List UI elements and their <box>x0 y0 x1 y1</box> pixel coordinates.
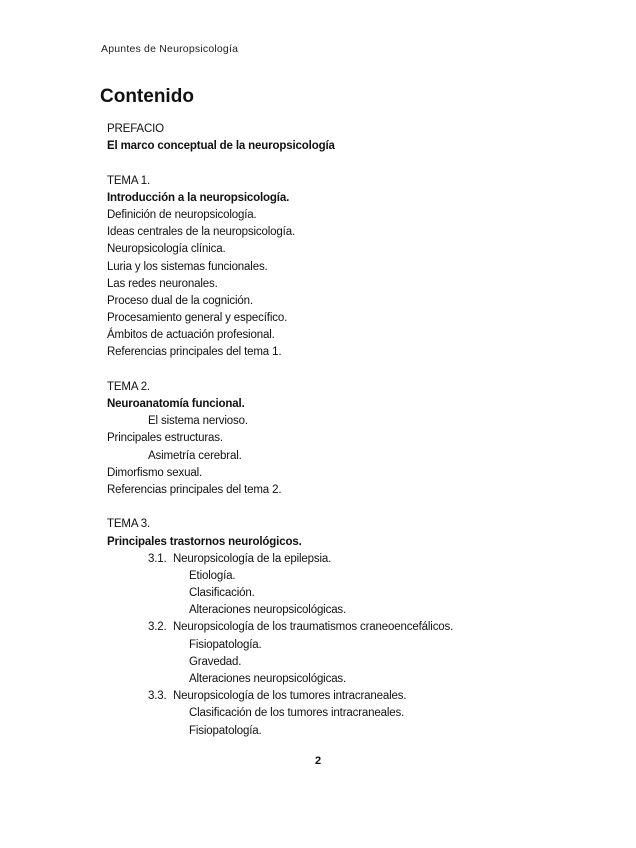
toc-entry: Etiología. <box>189 569 236 582</box>
toc-entry: Procesamiento general y específico. <box>107 312 288 325</box>
toc-entry: Clasificación. <box>189 587 255 600</box>
toc-section <box>107 688 567 705</box>
toc-spacer <box>107 155 567 172</box>
toc-tema2-label: TEMA 2. <box>107 380 151 393</box>
toc-entry-prefacio: PREFACIO <box>107 123 164 135</box>
toc-entry: Ámbitos de actuación profesional. <box>107 329 275 342</box>
page-number: 2 <box>314 755 322 767</box>
section-number: 3.3. <box>148 690 167 703</box>
toc-entry: Clasificación de los tumores intracraneales. <box>189 707 405 720</box>
section-title: Neuropsicología de los tumores intracraneales. <box>173 690 407 703</box>
toc-entry: Luria y los sistemas funcionales. <box>107 260 268 273</box>
toc-entry: Proceso dual de la cognición. <box>107 294 253 307</box>
toc-entry: Ideas centrales de la neuropsicología. <box>107 226 296 239</box>
toc-entry: Fisiopatología. <box>189 724 262 737</box>
toc-entry: Alteraciones neuropsicológicas. <box>189 604 347 617</box>
running-header: Apuntes de Neuropsicología <box>101 43 239 55</box>
toc-tema1-title: Introducción a la neuropsicología. <box>107 191 290 204</box>
page-title: Contenido <box>100 86 194 107</box>
toc-section <box>107 551 567 568</box>
toc-entry: Definición de neuropsicología. <box>107 208 257 221</box>
toc-spacer <box>107 362 567 379</box>
toc-tema1-label: TEMA 1. <box>107 174 151 187</box>
section-number: 3.1. <box>148 552 167 565</box>
toc-tema3-title: Principales trastornos neurológicos. <box>107 535 302 548</box>
toc-entry: Principales estructuras. <box>107 432 223 445</box>
toc-spacer <box>107 499 567 516</box>
toc-entry: Asimetría cerebral. <box>148 449 242 462</box>
section-title: Neuropsicología de la epilepsia. <box>173 552 332 565</box>
table-of-contents <box>107 121 567 740</box>
toc-tema2-title: Neuroanatomía funcional. <box>107 398 245 410</box>
toc-entry: Las redes neuronales. <box>107 277 218 290</box>
toc-entry: Neuropsicología clínica. <box>107 243 226 256</box>
toc-entry: Dimorfismo sexual. <box>107 466 203 479</box>
section-number: 3.2. <box>148 621 167 634</box>
toc-entry: El sistema nervioso. <box>148 415 248 428</box>
section-title: Neuropsicología de los traumatismos craneoencefálicos. <box>173 621 454 634</box>
toc-tema3-label: TEMA 3. <box>107 518 151 531</box>
toc-entry: Referencias principales del tema 1. <box>107 346 282 359</box>
toc-section <box>107 619 567 636</box>
toc-entry-marco: El marco conceptual de la neuropsicología <box>107 140 335 153</box>
toc-entry: Alteraciones neuropsicológicas. <box>189 673 347 685</box>
toc-entry: Referencias principales del tema 2. <box>107 483 282 496</box>
toc-entry: Fisiopatología. <box>189 638 262 651</box>
toc-entry: Gravedad. <box>189 655 242 668</box>
